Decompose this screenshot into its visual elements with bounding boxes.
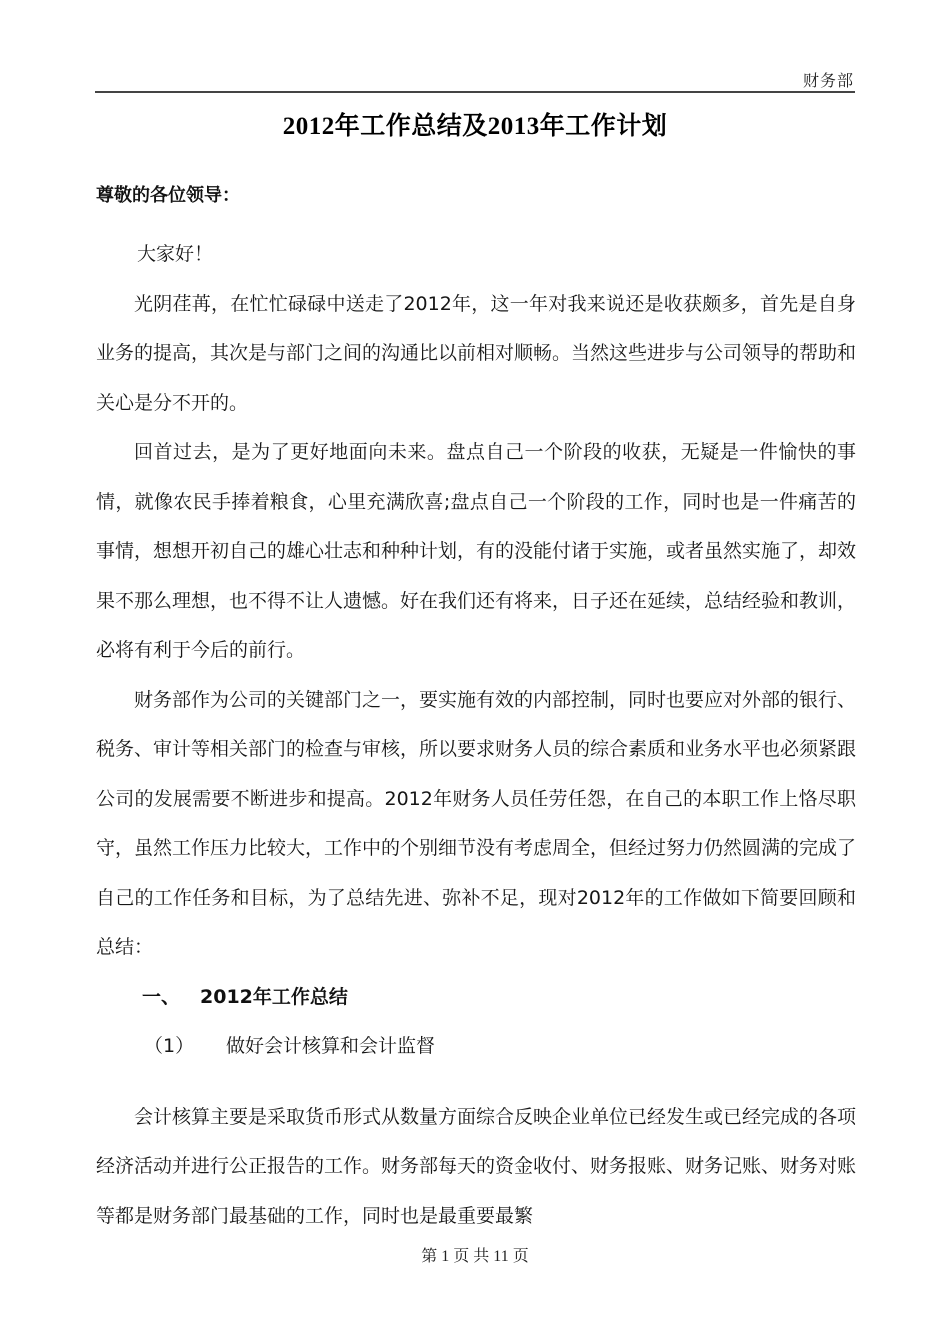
paragraph: 会计核算主要是采取货币形式从数量方面综合反映企业单位已经发生或已经完成的各项经济活动并进行公正报告的工作。财务部每天的资金收付、财务报账、财务记账、财务对账等都是财务部门最基础的工作，同时也是最重要最繁: [96, 1105, 857, 1227]
subsection-number: （1）: [144, 1034, 195, 1057]
paragraph: 回首过去，是为了更好地面向未来。盘点自己一个阶段的收获，无疑是一件愉快的事情，就像农民手捧着粮食，心里充满欣喜;盘点自己一个阶段的工作，同时也是一件痛苦的事情，想想开初自己的雄心壮志和种种计划，有的没能付诸于实施，或者虽然实施了，却效果不那么理想，也不得不让人遗憾。好在我们还有将来，日子还在延续，总结经验和教训，必将有利于今后的前行。: [96, 441, 857, 661]
document-title: 2012年工作总结及2013年工作计划: [282, 113, 668, 140]
section-title: 2012年工作总结: [200, 985, 348, 1008]
section-heading: [96, 973, 856, 1022]
subsection-title: 做好会计核算和会计监督: [226, 1034, 436, 1057]
subsection-heading: [96, 1022, 856, 1071]
greeting: 大家好！: [137, 243, 214, 265]
paragraph: 财务部作为公司的关键部门之一，要实施有效的内部控制，同时也要应对外部的银行、税务、审计等相关部门的检查与审核，所以要求财务人员的综合素质和业务水平也必须紧跟公司的发展需要不断进步和提高。2012年财务人员任劳任怨，在自己的本职工作上恪尽职守，虽然工作压力比较大，工作中的个别细节没有考虑周全，但经过努力仍然圆满的完成了自己的工作任务和目标，为了总结先进、弥补不足，现对2012年的工作做如下简要回顾和总结：: [96, 688, 857, 958]
salutation: 尊敬的各位领导：: [96, 185, 240, 206]
header-rule: [95, 91, 855, 93]
section-number: 一、: [142, 985, 181, 1008]
paragraph: 光阴荏苒，在忙忙碌碌中送走了2012年，这一年对我来说还是收获颇多，首先是自身业务的提高，其次是与部门之间的沟通比以前相对顺畅。当然这些进步与公司领导的帮助和关心是分不开的。: [96, 292, 857, 414]
document-body: [96, 180, 856, 1241]
page-footer-page-number: 第 1 页 共 11 页: [421, 1248, 529, 1265]
page-header-department: 财务部: [802, 71, 854, 90]
